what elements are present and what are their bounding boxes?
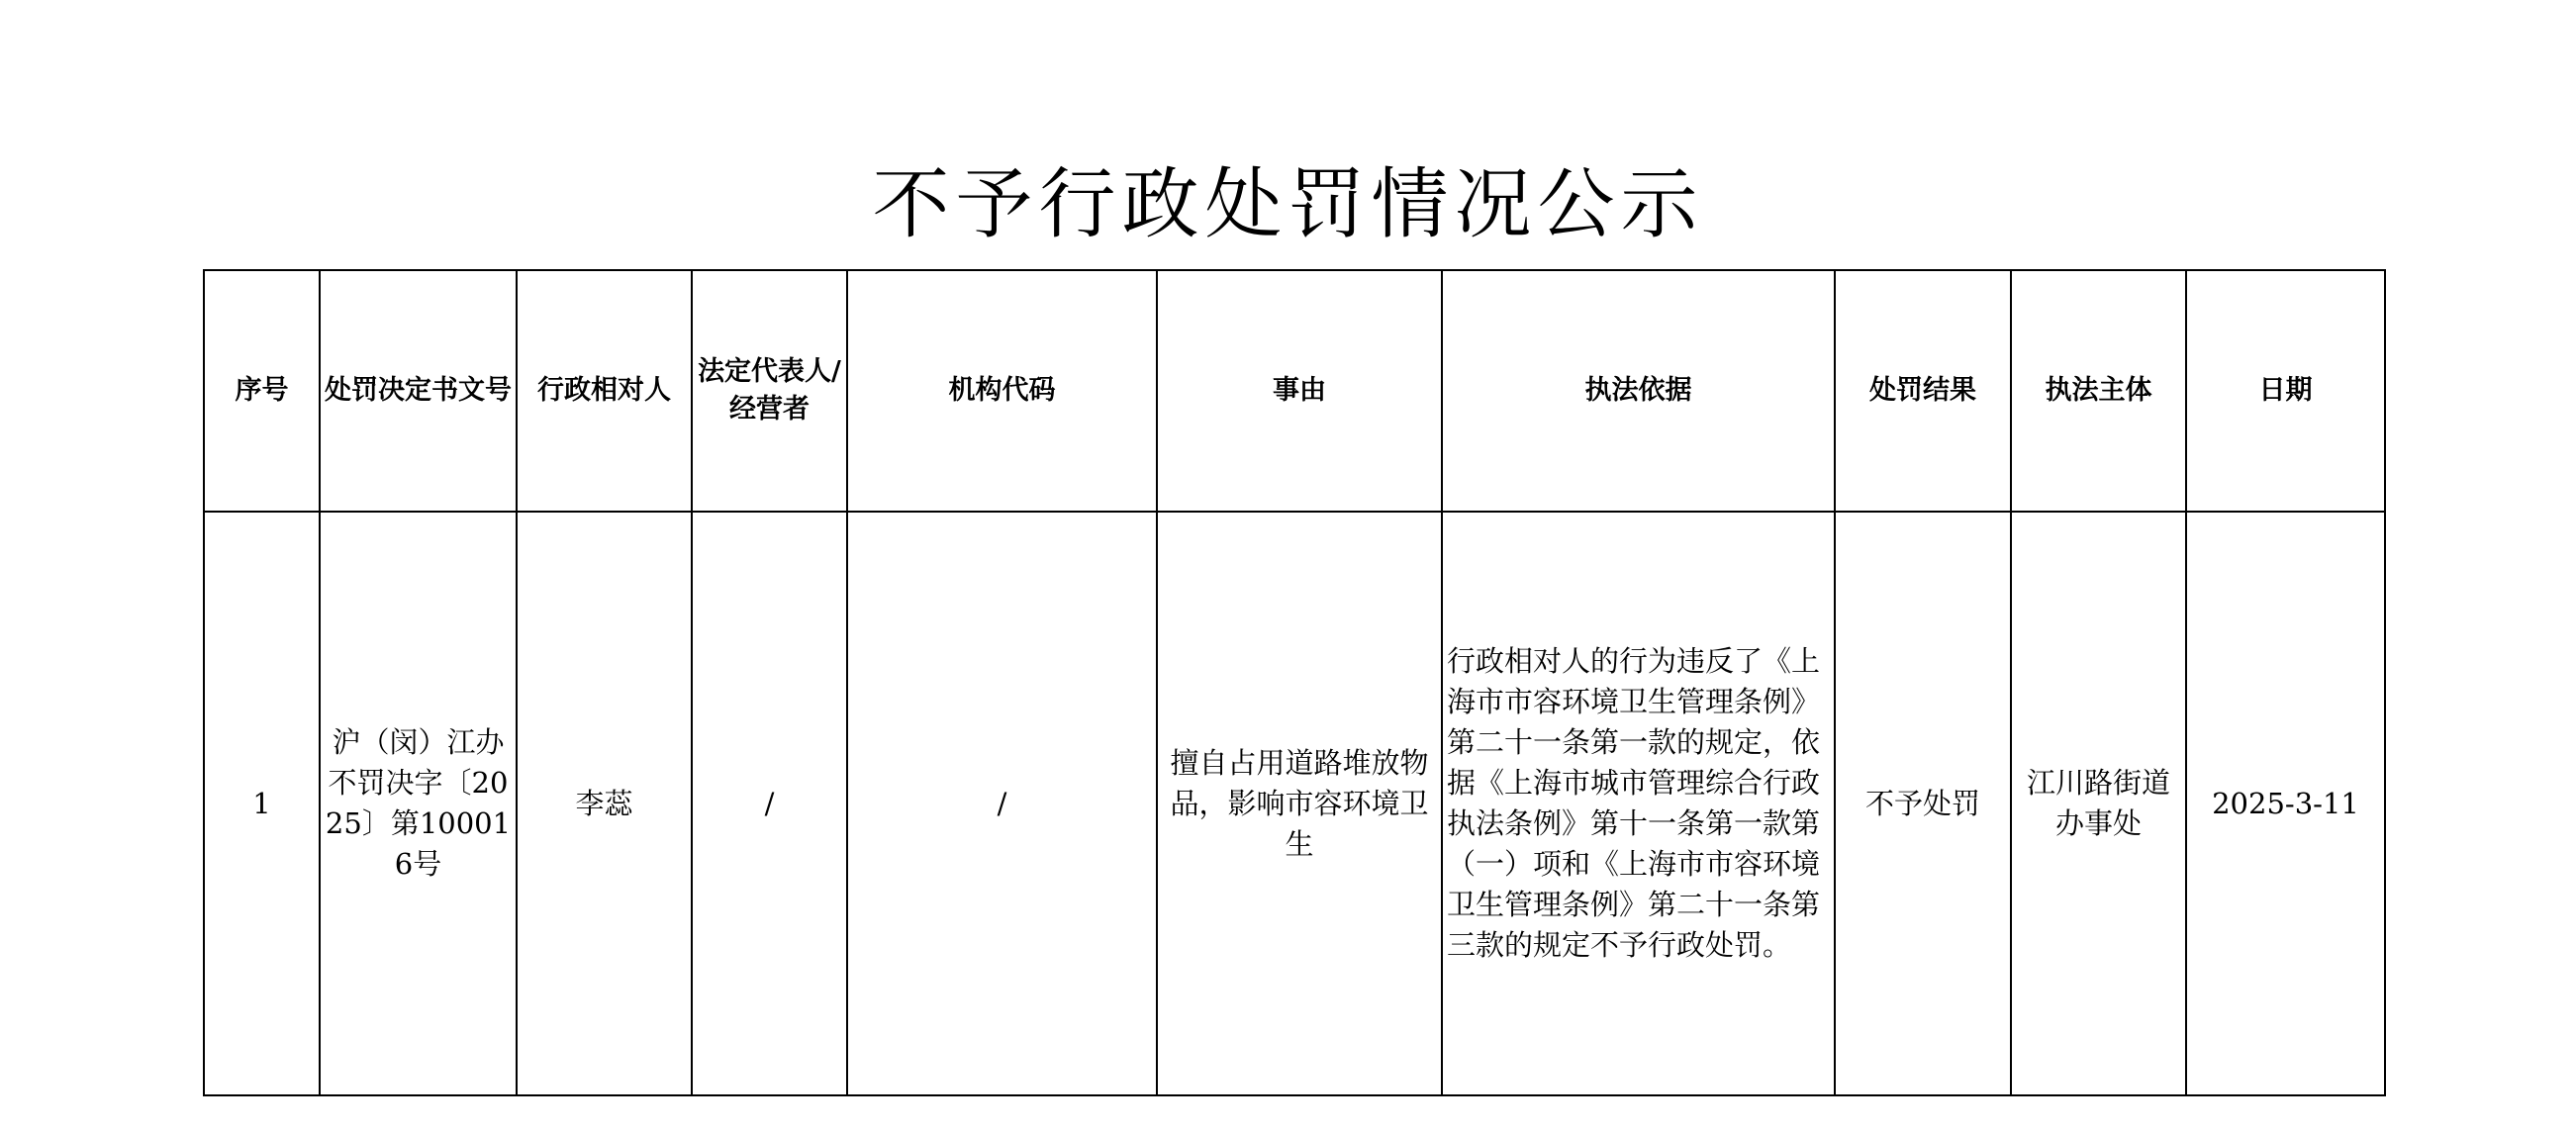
header-decision-no: 处罚决定书文号: [320, 270, 517, 512]
penalty-notice-table: [203, 269, 2386, 1096]
cell-legal-rep: /: [692, 512, 847, 1095]
page-title: 不予行政处罚情况公示: [872, 160, 1704, 250]
cell-decision-no: 沪（闵）江办不罚决字〔2025〕第100016号: [320, 512, 517, 1095]
cell-reason: 擅自占用道路堆放物品，影响市容环境卫生: [1157, 512, 1442, 1095]
table-header-row: [204, 270, 2385, 512]
header-basis: 执法依据: [1442, 270, 1835, 512]
header-reason: 事由: [1157, 270, 1442, 512]
header-legal-rep: 法定代表人/经营者: [692, 270, 847, 512]
cell-date: 2025-3-11: [2186, 512, 2385, 1095]
cell-seq: 1: [204, 512, 320, 1095]
header-result: 处罚结果: [1835, 270, 2011, 512]
cell-basis: 行政相对人的行为违反了《上海市市容环境卫生管理条例》第二十一条第一款的规定，依据《上海市城市管理综合行政执法条例》第十一条第一款第（一）项和《上海市市容环境卫生管理条例》第二十一条第三款的规定不予行政处罚。: [1442, 512, 1835, 1095]
cell-party: 李蕊: [517, 512, 692, 1095]
header-party: 行政相对人: [517, 270, 692, 512]
cell-authority: 江川路街道办事处: [2011, 512, 2186, 1095]
cell-result: 不予处罚: [1835, 512, 2011, 1095]
table-row: [204, 512, 2385, 1095]
header-org-code: 机构代码: [847, 270, 1157, 512]
header-seq: 序号: [204, 270, 320, 512]
header-date: 日期: [2186, 270, 2385, 512]
header-authority: 执法主体: [2011, 270, 2186, 512]
cell-org-code: /: [847, 512, 1157, 1095]
